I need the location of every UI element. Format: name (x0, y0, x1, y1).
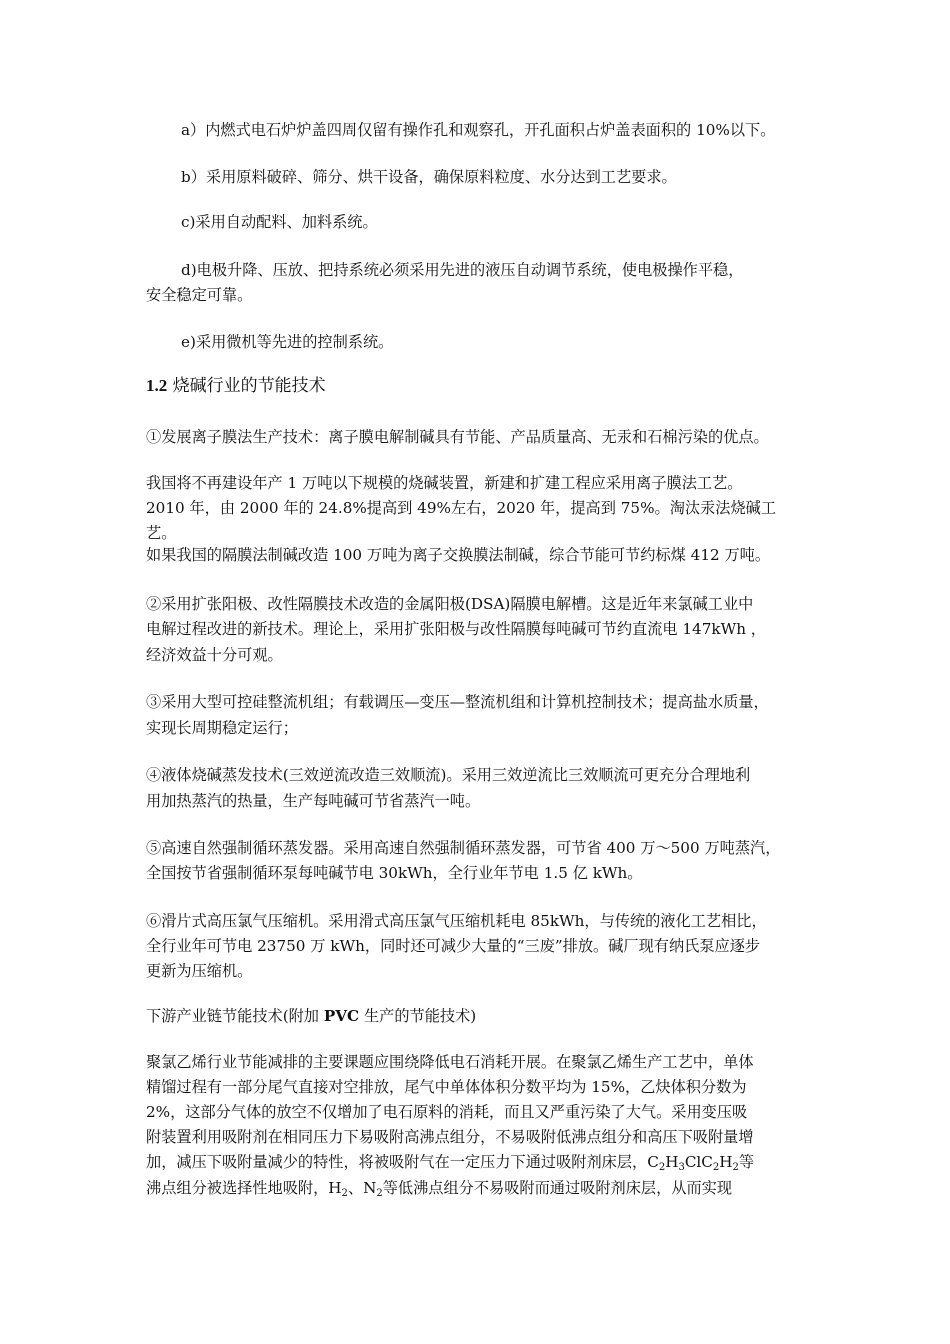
formula-h2 (328, 1179, 348, 1197)
formula-c2h3clc2h2 (647, 1153, 739, 1171)
formula-part: H (719, 1153, 733, 1171)
formula-sub: 3 (678, 1162, 685, 1173)
para-7-line1: ⑤高速自然强制循环蒸发器。采用高速自然强制循环蒸发器，可节省 400 万～500 万吨蒸汽， (146, 839, 781, 857)
para-10-line5 (146, 1150, 806, 1175)
para-9 (146, 1004, 806, 1029)
para-9-post: 生产的节能技术) (359, 1007, 477, 1025)
formula-part: N (363, 1179, 377, 1197)
formula-sub: 2 (341, 1188, 348, 1199)
para-9-pre: 下游产业链节能技术(附加 (146, 1007, 324, 1025)
para-6-line2: 用加热蒸汽的热量，生产每吨碱可节省蒸汽一吨。 (146, 792, 481, 810)
item-c: c)采用自动配料、加料系统。 (181, 213, 378, 231)
formula-part: H (665, 1153, 679, 1171)
para-10-line6-pre: 沸点组分被选择性地吸附， (146, 1179, 329, 1197)
formula-part: ClC (684, 1153, 713, 1171)
formula-sub: 2 (658, 1162, 666, 1173)
para-3: 如果我国的隔膜法制碱改造 100 万吨为离子交换膜法制碱，综合节能可节约标煤 412 万吨。 (146, 546, 771, 564)
para-2-line2: 2010 年，由 2000 年的 24.8%提高到 49%左右，2020 年，提高到 75%。淘汰汞法烧碱工艺。 (146, 499, 777, 542)
para-6-line1: ④液体烧碱蒸发技术(三效逆流改造三效顺流)。采用三效逆流比三效顺流可更充分合理地利 (146, 766, 751, 784)
formula-sub: 2 (732, 1162, 739, 1173)
para-10-line3: 2%，这部分气体的放空不仅增加了电石原料的消耗，而且又严重污染了大气。采用变压吸 (146, 1103, 748, 1121)
para-8-line3: 更新为压缩机。 (146, 962, 253, 980)
para-10-line5-text: 加，减压下吸附量减少的特性，将被吸附气在一定压力下通过吸附剂床层， (146, 1153, 648, 1171)
formula-sub: 2 (376, 1188, 383, 1199)
para-8-line1: ⑥滑片式高压氯气压缩机。采用滑式高压氯气压缩机耗电 85kWh，与传统的液化工艺相比， (146, 912, 767, 930)
para-2-line1: 我国将不再建设年产 1 万吨以下规模的烧碱装置，新建和扩建工程应采用离子膜法工艺。 (146, 474, 743, 492)
formula-part: C (647, 1153, 659, 1171)
para-5-line1: ③采用大型可控硅整流机组；有载调压—变压—整流机组和计算机控制技术；提高盐水质量， (146, 693, 769, 711)
item-b: b）采用原料破碎、筛分、烘干设备，确保原料粒度、水分达到工艺要求。 (181, 168, 677, 186)
para-4-line3: 经济效益十分可观。 (146, 646, 283, 664)
separator: 、 (347, 1179, 364, 1197)
para-7-line2: 全国按节省强制循环泵每吨碱节电 30kWh，全行业年节电 1.5 亿 kWh。 (146, 864, 643, 882)
para-4-line2: 电解过程改进的新技术。理论上，采用扩张阳极与改性隔膜每吨碱可节约直流电 147kWh ， (146, 620, 766, 638)
para-10-line1: 聚氯乙烯行业节能减排的主要课题应围绕降低电石消耗开展。在聚氯乙烯生产工艺中，单体 (146, 1053, 754, 1071)
para-10-line6-post: 等低沸点组分不易吸附而通过吸附剂床层，从而实现 (382, 1179, 733, 1197)
para-10-line5-tail: 等 (738, 1153, 755, 1171)
item-d-line2: 安全稳定可靠。 (146, 286, 253, 304)
formula-n2 (363, 1179, 383, 1197)
para-4-line1: ②采用扩张阳极、改性隔膜技术改造的金属阳极(DSA)隔膜电解槽。这是近年来氯碱工业中 (146, 595, 754, 613)
para-9-bold: PVC (323, 1007, 360, 1025)
para-10-line2: 精馏过程有一部分尾气直接对空排放，尾气中单体体积分数平均为 15%，乙炔体积分数为 (146, 1078, 747, 1096)
para-8-line2: 全行业年可节电 23750 万 kWh，同时还可减少大量的“三废”排放。碱厂现有纳氏泵应逐步 (146, 937, 761, 955)
para-1: ①发展离子膜法生产技术：离子膜电解制碱具有节能、产品质量高、无汞和石棉污染的优点。 (146, 428, 769, 446)
formula-sub: 2 (712, 1162, 720, 1173)
para-10-line4: 附装置利用吸附剂在相同压力下易吸附高沸点组分，不易吸附低沸点组分和高压下吸附量增 (146, 1128, 754, 1146)
formula-part: H (328, 1179, 342, 1197)
para-5-line2: 实现长周期稳定运行； (146, 719, 298, 737)
item-e: e)采用微机等先进的控制系统。 (181, 333, 394, 351)
section-number: 1.2 (146, 376, 168, 395)
item-a: a）内燃式电石炉炉盖四周仅留有操作孔和观察孔，开孔面积占炉盖表面积的 10%以下。 (181, 121, 776, 139)
para-10-line6 (146, 1176, 806, 1201)
section-heading (146, 373, 326, 399)
item-d-line1: d)电极升降、压放、把持系统必须采用先进的液压自动调节系统，使电极操作平稳， (181, 261, 744, 279)
section-title: 烧碱行业的节能技术 (172, 376, 326, 396)
